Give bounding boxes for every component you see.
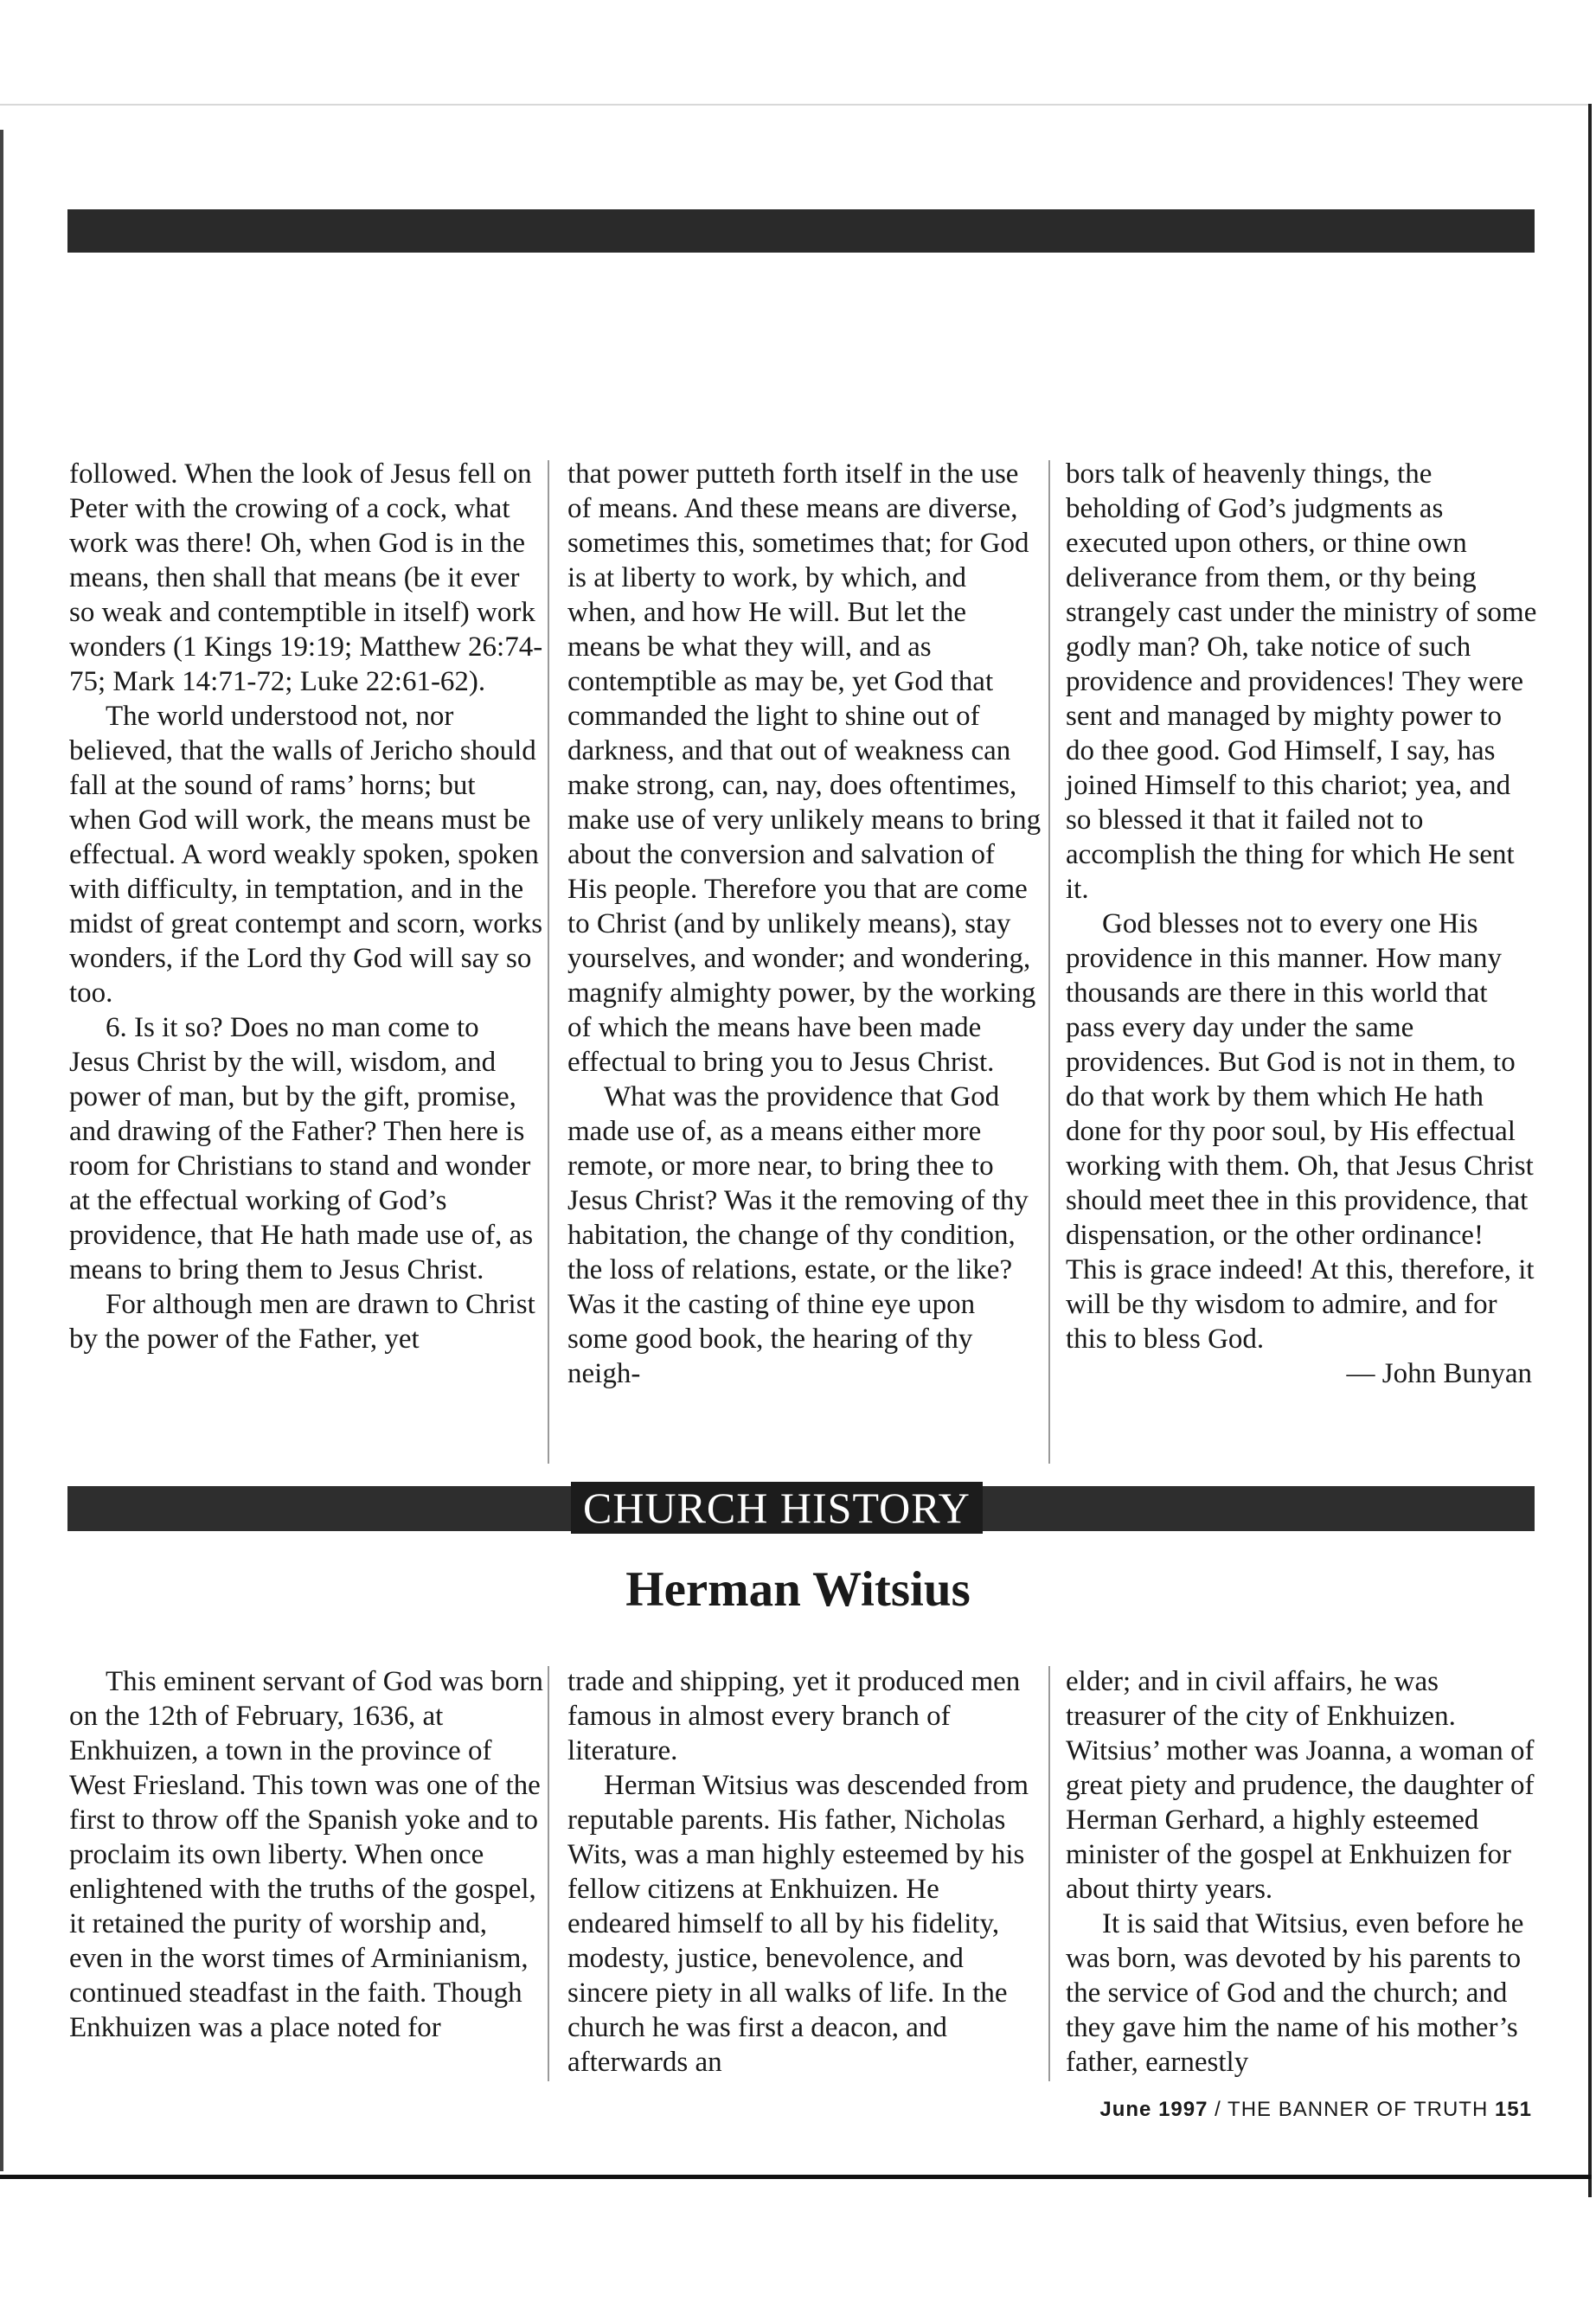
article-column-2 — [567, 1664, 1042, 2080]
upper-column-3 — [1066, 457, 1537, 1391]
paragraph: It is said that Witsius, even before he was born, was devoted by his parents to the service of God and the church; and they gave him the name of his mother’s father, earnestly — [1066, 1908, 1524, 2078]
page-edge-left — [0, 130, 3, 2171]
page-footer — [1099, 2095, 1532, 2125]
article-column-3 — [1066, 1664, 1537, 2080]
paragraph: followed. When the look of Jesus fell on Peter with the crowing of a cock, what work was there! Oh, when God is in the means, then shall that means (be it ever so weak and contemptible in itself) work wonders (1 Kings 19:19; Matthew 26:74-75; Mark 14:71-72; Luke 22:61-62). — [69, 458, 543, 697]
paragraph: that power putteth forth itself in the use of means. And these means are diverse, sometimes this, sometimes that; for God is at liberty to work, by which, and when, and how He will. But let the means be what they will, and as contemptible as may be, yet God that commanded the light to shine out of darkness, and that out of weakness can make strong, can, nay, does oftentimes, make use of very unlikely means to bring about the conversion and salvation of His people. Therefore you that are come to Christ (and by unlikely means), stay yourselves, and wonder; and wondering, magnify almighty power, by the working of which the means have been made effectual to bring you to Jesus Christ. — [567, 458, 1042, 1078]
author-signature: — John Bunyan — [1346, 1358, 1532, 1389]
header-bar — [67, 209, 1535, 253]
footer-separator: / — [1215, 2098, 1221, 2121]
paragraph: The world understood not, nor believed, that the walls of Jericho should fall at the sound of rams’ horns; but when God will work, the means must be effectual. A word weakly spoken, spoken with difficulty, in temptation, and in the midst of great contempt and scorn, works wonders, if the Lord thy God will say so too. — [69, 701, 543, 1009]
column-divider — [548, 1666, 549, 2081]
paragraph: Herman Witsius was descended from reputable parents. His father, Nicholas Wits, was a man highly esteemed by his fellow citizens at Enkhuizen. He endeared himself to all by his fidelity, modesty, justice, benevolence, and sincere piety in all walks of life. In the church he was first a deacon, and afterwards an — [567, 1770, 1029, 2078]
footer-page-number: 151 — [1494, 2098, 1532, 2121]
page-edge-top — [0, 104, 1590, 106]
footer-issue: June 1997 — [1099, 2098, 1208, 2121]
page-edge-bottom — [0, 2175, 1592, 2179]
paragraph: What was the providence that God made use of, as a means either more remote, or more near, to bring thee to Jesus Christ? Was it the removing of thy habitation, the change of thy condition, the loss of relations, estate, or the like? Was it the casting of thine eye upon some good book, the hearing of thy neigh- — [567, 1081, 1029, 1389]
column-divider — [1048, 460, 1050, 1464]
column-divider — [1048, 1666, 1050, 2081]
paragraph: God blesses not to every one His providence in this manner. How many thousands are there in this world that pass every day under the same providences. But God is not in them, to do that work by them which He hath done for thy poor soul, by His effectual working with them. Oh, that Jesus Christ should meet thee in this providence, that dispensation, or the other ordinance! This is grace indeed! At this, therefore, it will be thy wisdom to admire, and for this to bless God. — [1066, 908, 1535, 1355]
article-column-1 — [69, 1664, 543, 2045]
section-header-label: CHURCH HISTORY — [571, 1482, 983, 1534]
footer-publication: THE BANNER OF TRUTH — [1227, 2098, 1489, 2121]
column-divider — [548, 460, 549, 1464]
paragraph: elder; and in civil affairs, he was treasurer of the city of Enkhuizen. Witsius’ mother was Joanna, a woman of great piety and prudence, the daughter of Herman Gerhard, a highly esteemed minister of the gospel at Enkhuizen for about thirty years. — [1066, 1666, 1535, 1905]
article-title: Herman Witsius — [625, 1562, 971, 1617]
paragraph: 6. Is it so? Does no man come to Jesus Christ by the will, wisdom, and power of man, but by the gift, promise, and drawing of the Father? Then here is room for Christians to stand and wonder at the effectual working of God’s providence, that He hath made use of, as means to bring them to Jesus Christ. — [69, 1012, 534, 1285]
paragraph: This eminent servant of God was born on the 12th of February, 1636, at Enkhuizen, a town in the province of West Friesland. This town was one of the first to throw off the Spanish yoke and to proclaim its own liberty. When once enlightened with the truths of the gospel, it retained the purity of worship and, even in the worst times of Arminianism, continued steadfast in the faith. Though Enkhuizen was a place noted for — [69, 1666, 543, 2043]
paragraph: For although men are drawn to Christ by the power of the Father, yet — [69, 1289, 535, 1355]
page-edge-right — [1588, 104, 1592, 2197]
paragraph: bors talk of heavenly things, the beholding of God’s judgments as executed upon others, or thine own deliverance from them, or thy being strangely cast under the ministry of some godly man? Oh, take notice of such providence and providences! They were sent and managed by mighty power to do thee good. God Himself, I say, has joined Himself to this chariot; yea, and so blessed it that it failed not to accomplish the thing for which He sent it. — [1066, 458, 1537, 905]
paragraph: trade and shipping, yet it produced men famous in almost every branch of literature. — [567, 1666, 1021, 1766]
upper-column-2 — [567, 457, 1042, 1391]
upper-column-1 — [69, 457, 543, 1356]
